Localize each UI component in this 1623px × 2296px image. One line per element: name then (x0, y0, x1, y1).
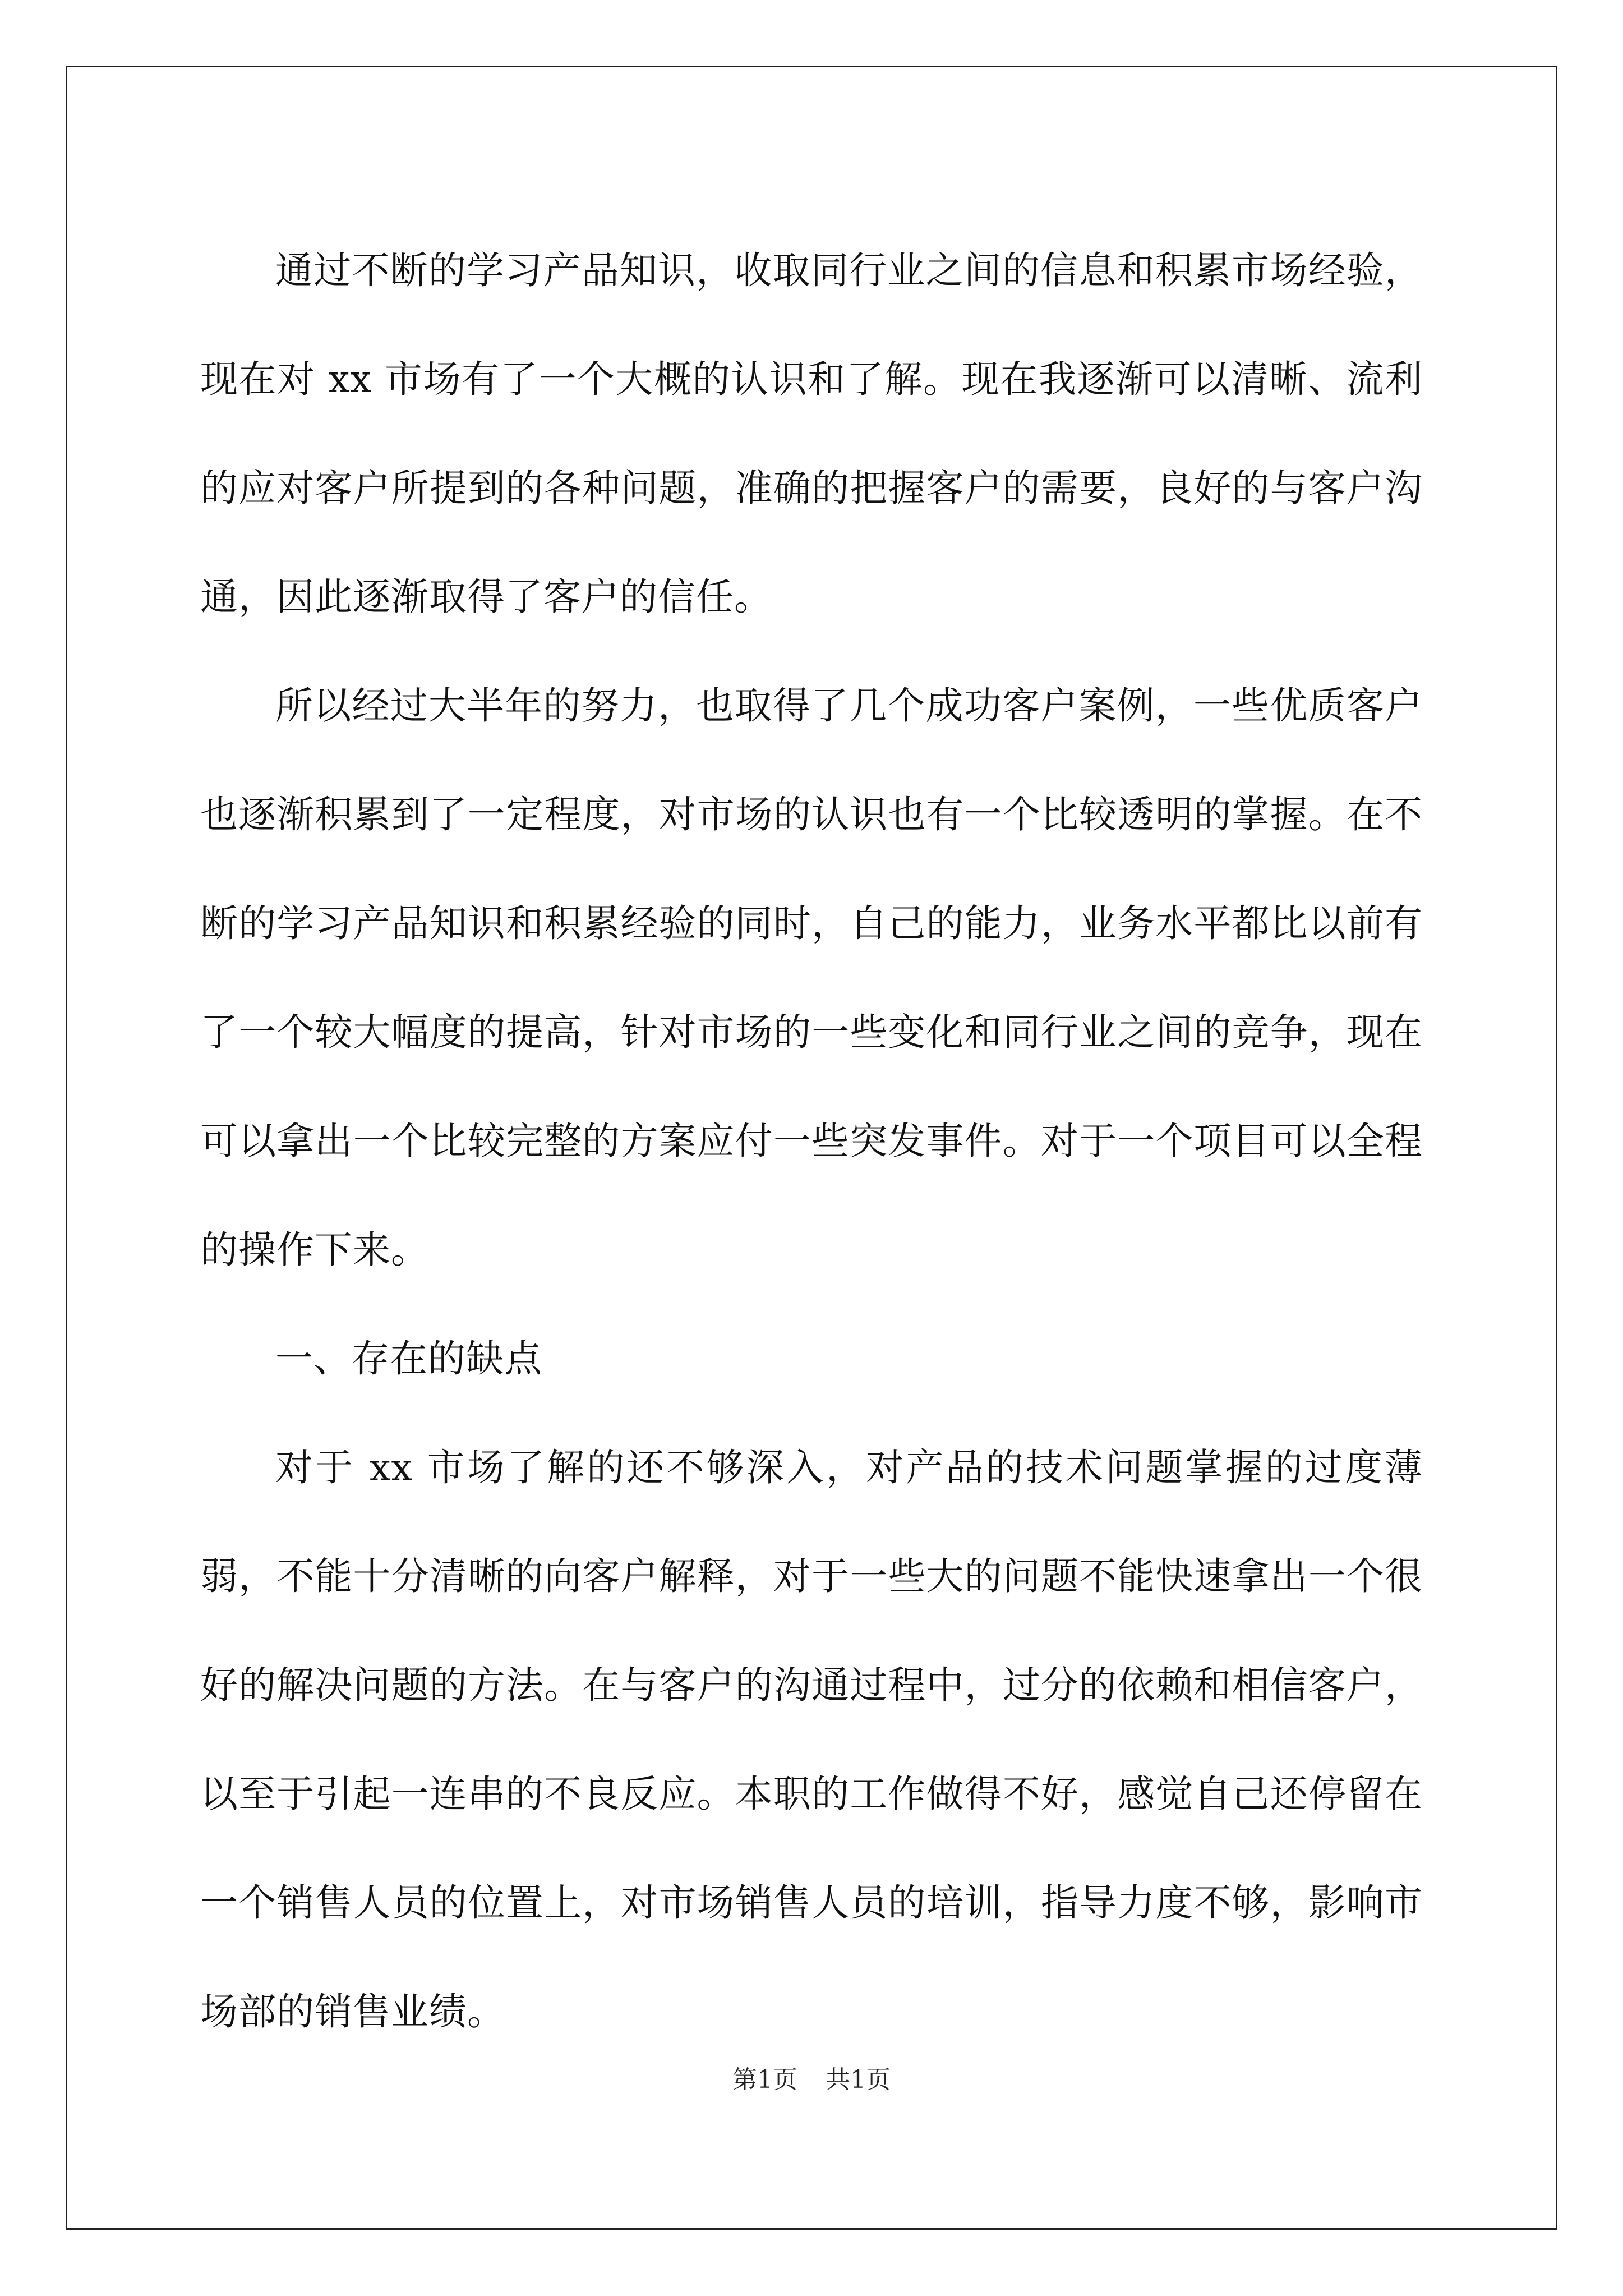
document-body (200, 216, 1423, 2066)
paragraph-1: 通过不断的学习产品知识，收取同行业之间的信息和积累市场经验，现在对 xx 市场有了一个大概的认识和了解。现在我逐渐可以清晰、流利的应对客户所提到的各种问题，准确的把握客户的需要，良好的与客户沟通，因此逐渐取得了客户的信任。 (200, 249, 1423, 619)
paragraph-2: 所以经过大半年的努力，也取得了几个成功客户案例，一些优质客户也逐渐积累到了一定程度，对市场的认识也有一个比较透明的掌握。在不断的学习产品知识和积累经验的同时，自己的能力，业务水平都比以前有了一个较大幅度的提高，针对市场的一些变化和同行业之间的竞争，现在可以拿出一个比较完整的方案应付一些突发事件。对于一个项目可以全程的操作下来。 (200, 684, 1423, 1272)
page-total: 共1页 (826, 2065, 891, 2094)
paragraph-3: 对于 xx 市场了解的还不够深入，对产品的技术问题掌握的过度薄弱，不能十分清晰的向客户解释，对于一些大的问题不能快速拿出一个很好的解决问题的方法。在与客户的沟通过程中，过分的依赖和相信客户，以至于引起一连串的不良反应。本职的工作做得不好，感觉自己还停留在一个销售人员的位置上，对市场销售人员的培训，指导力度不够，影响市场部的销售业绩。 (200, 1446, 1423, 2033)
page-footer (0, 2063, 1623, 2097)
section-heading: 一、存在的缺点 (275, 1337, 542, 1381)
page-number: 第1页 (732, 2065, 797, 2094)
